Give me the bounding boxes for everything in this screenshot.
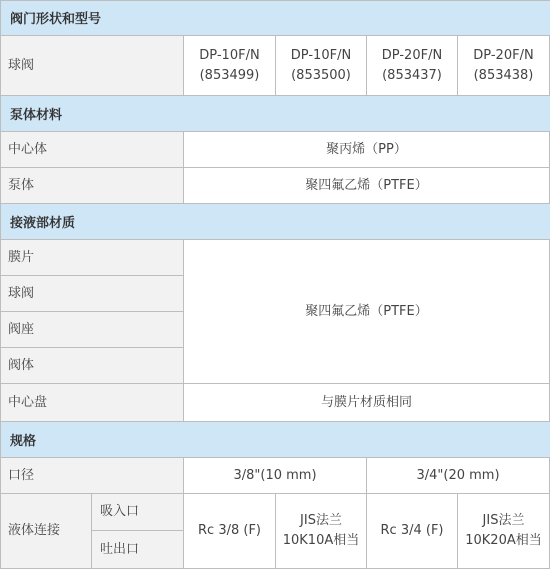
- value-conn-jis10: [276, 494, 367, 569]
- value-bore-large: 3/4"(20 mm): [367, 458, 550, 494]
- label-outlet: 吐出口: [92, 531, 184, 569]
- label-valve-seat: 阀座: [0, 312, 184, 348]
- model-name: DP-10F/N: [199, 47, 260, 63]
- label-ball-valve-material: 球阀: [0, 276, 184, 312]
- model-code: (853437): [382, 67, 442, 83]
- conn-line: 10K10A相当: [282, 533, 360, 548]
- label-liquid-connection: 液体连接: [0, 494, 92, 569]
- model-code: (853499): [199, 67, 260, 83]
- value-pump-body: 聚四氟乙烯（PTFE）: [184, 168, 550, 204]
- model-code: (853438): [473, 67, 534, 83]
- label-center-disk: 中心盘: [0, 384, 184, 422]
- model-cell: [458, 36, 550, 96]
- section-header-spec: 规格: [0, 422, 550, 458]
- label-pump-body: 泵体: [0, 168, 184, 204]
- model-cell: [276, 36, 367, 96]
- model-code: (853500): [291, 67, 351, 83]
- model-name: DP-20F/N: [473, 47, 534, 63]
- conn-line: 10K20A相当: [465, 533, 542, 548]
- value-conn-rc34: Rc 3/4 (F): [367, 494, 458, 569]
- label-inlet: 吸入口: [92, 494, 184, 531]
- label-center-body: 中心体: [0, 132, 184, 168]
- value-center-disk: 与膜片材质相同: [184, 384, 550, 422]
- label-ball-valve: 球阀: [0, 36, 184, 96]
- label-bore: 口径: [0, 458, 184, 494]
- value-bore-small: 3/8"(10 mm): [184, 458, 367, 494]
- label-diaphragm: 膜片: [0, 240, 184, 276]
- section-header-pump: 泵体材料: [0, 96, 550, 132]
- section-header-valve: 阀门形状和型号: [0, 0, 550, 36]
- label-valve-body: 阀体: [0, 348, 184, 384]
- conn-line: JIS法兰: [482, 513, 525, 528]
- value-conn-rc38: Rc 3/8 (F): [184, 494, 276, 569]
- value-wetted-material: 聚四氟乙烯（PTFE）: [184, 240, 550, 384]
- model-name: DP-20F/N: [381, 47, 443, 63]
- value-conn-jis20: [458, 494, 550, 569]
- model-name: DP-10F/N: [290, 47, 352, 63]
- model-cell: [184, 36, 276, 96]
- model-cell: [367, 36, 458, 96]
- value-center-body: 聚丙烯（PP）: [184, 132, 550, 168]
- section-header-wetted: 接液部材质: [0, 204, 550, 240]
- conn-line: JIS法兰: [300, 513, 342, 528]
